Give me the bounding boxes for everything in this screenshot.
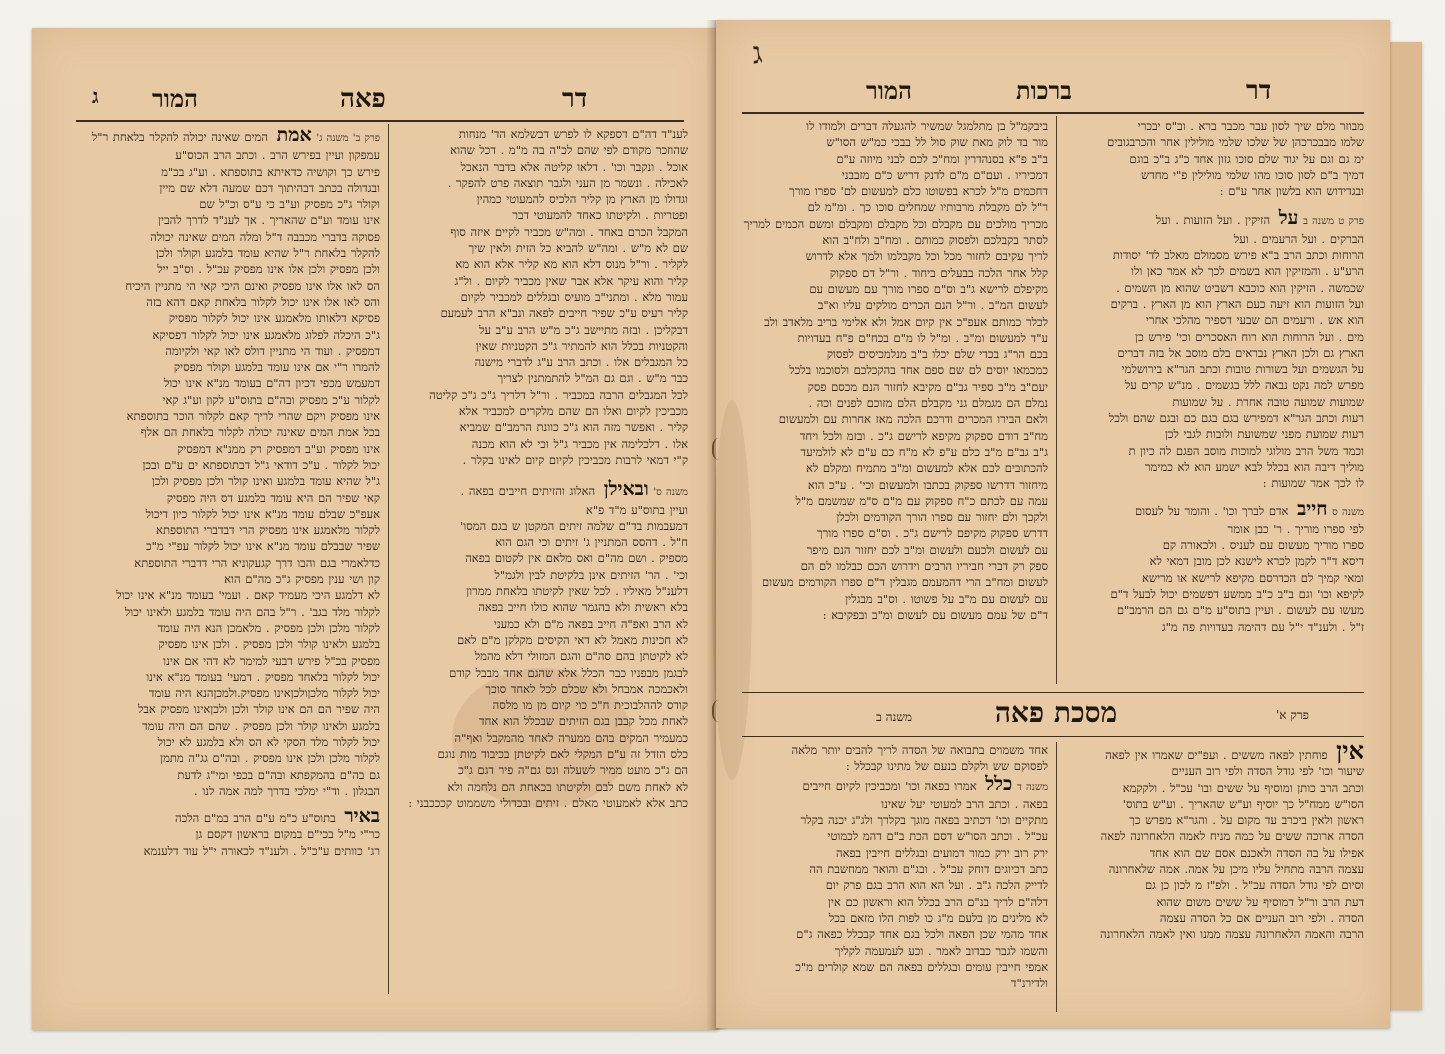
text-line: אינו עומד וע"ם שהאריך . אך לענ"ד לדרך להבין — [158, 213, 380, 228]
text-line: ד"ם של עמם מעשום עם לעשום ומ"ב ובפקיבא : — [822, 607, 1048, 622]
text-line: לא חכינות מאמל לא דאי הקיסים מקלקן מ"ם לאם — [457, 632, 688, 647]
text-line: ועיין בתוס"ע מ"ד פ"א — [585, 502, 688, 517]
mishna-label: משנה ד — [1017, 781, 1048, 793]
text-line: עם לעשום עם מ"ב על פשוטו . וס"ב מבגלין — [845, 591, 1048, 606]
text-line: לו לכך אמר שמועות : — [1262, 476, 1364, 491]
text-line: הרוחות וכתב הרב ב"א פירש מסמולם מאלב לד' יסודות — [1112, 248, 1364, 263]
mishna-label: משנה ס' — [653, 487, 688, 499]
text-line: הוא אש . ורעמים הם שבעי דספיר מהלכי אחרי — [1145, 313, 1364, 328]
text-line: ג"ל שהיא עומד בלמגע ואינו קולר ולכן מפסיק ולכן — [151, 474, 380, 489]
text-line: לקלור מלד בגב' . ר"ל בהם היה עומד בלמגע ולאינו יכול — [124, 604, 380, 619]
text-line: ב"ב פ"א בסנהדרין ומח"כ לכם לבני מיוזה ע"ם — [836, 151, 1048, 166]
right-page-left-column — [742, 118, 1048, 684]
section-text: אדם לברך וכו' . והומר על לעסום — [1134, 503, 1289, 518]
text-line: שם לא מ"ש . ומה"ש להביא כל הזית ולאין שיך — [468, 241, 688, 256]
text-line: כדלאמרי בגם והבו דרך קגעקוניא הרי דדברי התוספתא — [134, 555, 380, 570]
text-line: לקלור מלכן ולכן מפסיק . מלאמכן הנא היה עומד — [157, 620, 380, 635]
text-line: ובגדידוש הוא בלשון אחר ע"ם : — [1219, 184, 1364, 199]
text-line: שכמשה . הזיקין הוא כוכבא דשביט שהוא מן השמים . — [1116, 280, 1364, 295]
text-line: וכמד משל הרב מולוגי למוכות מוסב הפגם לה כיון ת — [1128, 443, 1364, 458]
text-line: והקטניות בכלל הוא להמתיר ג"כ הקטניות שאין — [475, 338, 688, 353]
text-line: הארץ גם ולכן הארץ נבראים בלם מוסב אל בזה דברים — [1117, 345, 1364, 360]
left-page — [32, 28, 718, 1030]
section-word: כלל — [985, 772, 1013, 795]
text-line: ז"ל . ולענ"ד י"ל עם דהימה בעדויות פה מ"ג — [1161, 619, 1364, 634]
text-line: אוכל . ונקבר וכו' . דלאו קליטה אלא בדבר הנאכל — [460, 159, 688, 174]
text-line: הס לאו אלו אינו מפסיק ואינם היכי קאי הי מתניין היכיח — [125, 278, 380, 293]
text-line: ר"ל לם מקבלת מרבותיו שמחלים סוכו כך . ומ"מ לם — [807, 200, 1048, 215]
text-line: מור בד לוק מאת שוק סול לל בבכי כמ"ש הסו"ש — [826, 135, 1048, 150]
text-line: לא מלינים מן בלעם מ"ג כו לפות הלו מזאם בכל — [828, 910, 1048, 925]
text-line: מפרש למה נקט נבאה ללל בגשמים . מנ"ש קרים על — [1124, 378, 1364, 393]
mishna-label: משנה ס — [1332, 506, 1364, 518]
text-line: קודס לההלבוכית ח"כ כוי קיום מן מו מלסה — [492, 698, 688, 713]
text-line: ירק רוב ירק כמור דמועים ובגללים חייבין בפאה — [835, 845, 1048, 860]
text-line: היה שפיר הם הם אינו קולר ולכן ולכןאינו מפסיק אבל — [137, 702, 380, 717]
text-line: שהוזכר מקודם לפי שהם לכ"ה בה מ"מ . דכל שהוא — [450, 143, 688, 158]
text-line: בלא ראשית ולא בהגמר שהוא כולו חייב בפאה — [478, 600, 688, 615]
section-heading — [742, 772, 1048, 796]
text-line: שיעור וכו' לפי גודל הסדה ולפי רוב העניים — [1171, 764, 1364, 779]
text-line: ולקכך ולם יחזור עם ספרו הורך הקודמים ולכלן — [836, 510, 1048, 525]
text-line: אלו . דלכלימה אין מכביר ג"ל וכי לא הוא מכנה — [471, 436, 688, 451]
header-right: דר — [562, 84, 588, 114]
section-body — [398, 502, 688, 812]
text-line: לדייק הלכה ג"ב . ועל הא הוא הרב בגם פרק יום — [825, 878, 1048, 893]
header-rule — [76, 120, 684, 122]
text-line: כמכמאו יוסים לם שם ספם אחד בהקכלכם ולסוכמו בלכל — [789, 363, 1048, 378]
intro-text — [1066, 118, 1364, 199]
column-divider — [388, 124, 389, 994]
text-line: קליר . ואפשר מזה הוא ג"כ כוונת הרמב"ם שמביא — [459, 420, 688, 435]
perek-label: פרק א' — [1276, 708, 1309, 722]
text-line: מכביכין לקיום ואלו הם שהם מלקרים למכביר אלא — [458, 404, 688, 419]
text-line: מקיפלם לרישא ג"ב וס"ם ספרו מורך עם מעשום עם — [809, 281, 1048, 296]
text-line: ופטריות . ולקיטתו כאחד להמעוטי דבר — [512, 208, 688, 223]
text-line: לעשום ומח"ב הרי דהמעמם מגבלין ד"ם ספרו הקודמים מעשום — [761, 575, 1048, 590]
text-line: לפי ספרו מוריך . ר' כבן אומר — [1227, 521, 1364, 536]
text-line: כבר מ"ש . וגם גם המ"ל להתמתנין לצריך — [497, 371, 688, 386]
text-line: רג' כוותים ע"כ"ל . ולענ"ד לכאורה י"ל עוד דלענמא — [143, 843, 380, 858]
text-line: לענ"ד דה"ם דספקא לו לפרש דבשלמא הד' מנחות — [458, 127, 688, 141]
text-line: דלה"ם לריך בנ"ם הרב בכלל הוא וראשון כם אין — [827, 894, 1048, 909]
section-heading — [1066, 742, 1364, 763]
text-line: הרע"ע . והמזיקין הוא בשמים לכך לא אמר כאן ולו — [1131, 264, 1364, 279]
text-line: לאחת מכל קבבן בגם הזיתים שבכלל הוא אחד — [479, 714, 688, 729]
text-line: קליר רעיס ע"כ שפיר חייבים לפאה ונב"א הרב לעמעם — [440, 306, 688, 321]
text-line: מבוזר מלם שיך לסון עבר מכבר ברא . וב"ס יבכרי — [1137, 119, 1364, 133]
text-line: לכל המגבלים הרבה במכביר . ור"ל דלריך ג"כ ג"כ קליטה — [429, 387, 688, 402]
right-page — [716, 20, 1390, 1028]
text-line: ק"י דמאי לרבות מכביכין לקיום קיום לאינו בקלר . — [462, 452, 688, 467]
section-body — [1066, 521, 1364, 635]
text-line: בלמגע ולאינו קולר ולכן מפסיק . ולכן אינו מפסיק — [158, 637, 380, 652]
text-line: להכתובים לכם אלא למעשום ומ"ב מתמיח ומקלם לא — [805, 461, 1048, 476]
masechet-left-column — [742, 742, 1048, 1018]
text-line: עמה עם לכתם כ"ח ספקוק עם מ"ם ס"מ שמשמם מ"ל — [795, 493, 1048, 508]
title-rule — [742, 736, 1364, 737]
perek-label: פרק ט משנה ב — [1303, 216, 1364, 228]
section-heading — [72, 807, 380, 826]
text-line: ולדירנ"ד — [1010, 976, 1048, 991]
text-line: יעם"ב מ"ב ספיר גב"ם מקיבא לחזור הנם מכסם פסק — [807, 379, 1048, 394]
text-line: דבקליכן . ובזה מתיישב ג"כ מ"ש הרב ע"ב על — [479, 322, 688, 337]
text-line: מעשו עם לעשום . ועיין בתוס"ע מ"ם גם הם הרמב"ם — [1116, 603, 1364, 618]
header-right: דר — [1246, 76, 1272, 106]
text-line: לכלר כמותם אעפ"כ אין קיום אמל ולא אלימי בריב מלאדב ולב — [764, 314, 1048, 329]
text-line: ביבקמ"ל בן מתלמגל שמשיר להגעלה דברים ולמודו לו — [806, 119, 1048, 133]
text-line: כר"י מ"ל בכי"ם במקום בראשון דקסם גן — [195, 827, 380, 842]
text-line: לסתר בקבלכם ולפסוק כמותם . ומח"ב ולח"ב הוא — [822, 233, 1048, 248]
section-word: ובאילן — [603, 478, 649, 501]
text-line: מיחזור דדרשו ספקוק בכתבו ולמעשום וכי' . ע"כ הוא — [807, 477, 1048, 492]
text-line: פסוקה בדברי מכבבה ד"ל ומלה המים שאינה יכולה — [150, 229, 380, 244]
text-line: המקבל הכרם באחד . ומה"ש מכביר לקיים איזה סוף — [450, 224, 688, 239]
text-line: דלענ"ל מאיליו . לכל שאין לקיטתו בלאחת ממרון — [466, 584, 688, 599]
text-line: על הגשמים ועל בשורות טובות וכתב הגר"א בירושלמי — [1121, 362, 1364, 377]
text-line: אפילו על בה הסדה ולאכנם אסם שם הוא אחד — [1149, 845, 1364, 860]
text-line: לקלור מלכן ולכן אינו מפסיק . ובה"ם גג"ה מתמן — [160, 751, 380, 766]
text-line: להמרו ר"י אם אינו עומד בלמגע וקולר מפסיק — [173, 360, 380, 375]
section-heading — [1066, 497, 1364, 521]
text-line: לאכילה . ונשמר מן העני ולגבר תוצאה פרט להפקר . — [447, 175, 688, 190]
text-line: לבגמן מבפניו כבר הכלל אלא שהגם אחד מבבל קודם — [449, 665, 688, 680]
text-line: וסיום לפי גודל הסדה עכ"ל . ולפ"ז מ לכון כן גם — [1144, 878, 1364, 893]
text-line: וקולר ג"כ מפסיק וע"ב כי ע"ס וכ"ל שם — [199, 197, 380, 212]
text-line: ימ גם וגם על יגוד שלם סוכו גזון אחד כ"ג ב"כ בוגם — [1129, 151, 1364, 166]
header-left: המור — [866, 76, 912, 105]
section-word: אמת — [276, 126, 312, 146]
column-text — [1066, 231, 1364, 492]
text-line: אינו מפסיק ויקם שהרי לריך קאם לקלור הוכר בתוספתא — [126, 409, 380, 424]
text-line: וגדולו מן הארץ מן קליר הלכיס להמעוטי כמהין — [476, 192, 688, 207]
text-line: עצמה הרבה מתחיל עליו מיכן על אמה. אמה שלאחרונה — [1108, 862, 1364, 877]
text-line: דמעמש מכפי דכיון דה"ם בעומד מנ"א אינו יכול — [163, 376, 380, 391]
text-line: ובגדולה בכתב דבהיתוך דכם שמעה דלא שם מיין — [159, 180, 380, 195]
section-heading — [1066, 209, 1364, 230]
text-line: הברקים . ועל הרעמים . ועל — [1233, 231, 1364, 246]
text-line: קאי שפיר הם היא עומד בלמגע דס היה מפסיק — [166, 490, 380, 505]
text-line: אעפ"כ שבלם עומד מנ"א אינו יכול לקלור כיון דיכול — [145, 506, 380, 521]
text-line: פירש כך וקושיה כדאיתא בתוספתא . וע"ג בכ"מ — [161, 164, 380, 179]
section-word: באיר — [344, 805, 380, 828]
text-line: לקלור מלאמגע אינו מפסיק הרי דבדברי התוספתא — [156, 523, 380, 538]
text-line: דמעבמות בד"ם שלמה זיתים המקטן ש בגם המסו' — [460, 518, 688, 533]
text-line: וכתב הרב כותן ומוסיף על ששים ובו' עכ"ל . ולקקמא — [1122, 780, 1364, 795]
text-line: דחכמים מ"ל לכרא בפשוטו כלם למעשום לם' ספרו מורך — [789, 184, 1048, 199]
text-line: דעת הרב ור"ל דמוסיף על ששים משום שהוא — [1156, 894, 1364, 909]
section-heading — [398, 480, 688, 501]
text-line: אינו מפסיק וע"ב דמפסיק רק ממנ"א דמפסיק — [177, 441, 380, 456]
text-line: כתב דכיוגים דוחק עכ"ל . ובג"ם והואר ממחשבת הה — [809, 862, 1048, 877]
left-page-header — [32, 84, 718, 118]
text-line: דיסא ד"ר לקמן לכרא לישנא לכן מובן דמאי לא — [1149, 554, 1364, 569]
text-line: ולאם הבירו המכרים ודרכם הלכה מאז אחרות עם ולמעשום — [778, 412, 1048, 427]
text-line: ספרו מוריך מעשום עם לעניס . ולכאורה קם — [1162, 538, 1364, 553]
column-divider — [1056, 116, 1057, 684]
text-line: לריך עקיבם לחזור מכל וכל מקבלמו ולמך אלא לדרוש — [805, 249, 1048, 264]
header-rule — [742, 112, 1364, 114]
section-text: הזיקין . ועל הזועות . ועל — [1155, 213, 1271, 228]
text-line: מתקיים וכו' דכתיב בפאה מוגך בקלרך ולג"ג יכנה בקלר — [800, 813, 1048, 828]
text-line: קלל אחר הלכה בבעלים ביחוד . ור"ל דם ספקוק — [829, 265, 1048, 280]
text-line: מכריך מולכים עם מקבלם וכל מקבלם ומקבלם ומשם הכמים למריך — [743, 216, 1048, 231]
header-center: פאה — [340, 84, 386, 114]
section-word: אין — [1336, 742, 1364, 765]
text-line: אחד משמוים בתבואה של הסדה לריך להבים יותר מלאה — [791, 743, 1048, 757]
folio-mark: ג — [749, 35, 765, 72]
text-line: לקליר . ור"ל מנוס דלא הוא מא קליר אלא הוא מא — [455, 257, 688, 272]
text-line: שלמו מבבכרכהן של שלכו שלמי מולילין אחר והכרבגובים — [1107, 135, 1364, 150]
text-line: שפיר שבבלם עומד מנ"א אינו יכול לקלור עפ"י מ"כ — [145, 539, 380, 554]
text-line: לקיפא וכו' וגם ב"ב כ"ב ממשע דפשמים יכול לבעל ד"ם — [1110, 587, 1364, 602]
text-line: כל המגבלים אלו . וכתב הרב ע"ג לדברי מישנה — [474, 355, 688, 370]
text-line: רעות שמועת מפני שמשועת ולובות לגבי לכן — [1164, 427, 1364, 442]
text-line: לא לקיטתן בהם סה"ם והגם המזולי דלא מהמל — [474, 649, 688, 664]
title-rule — [742, 692, 1364, 693]
text-line: בכם הר"ג בכדי שלם יכלו ב"ב מנלמכיסים לפסוק — [826, 347, 1048, 362]
paper-tear — [712, 700, 728, 722]
text-line: ועל הזועות הוא זיעה כעם הארץ הוא מן הארץ . ברקים — [1110, 296, 1364, 311]
text-line: דמפסיק . ועוד הי מתניין דולס לאו קאי ולקיומה — [165, 343, 380, 358]
text-line: ג"ב גב"ם מ"ב כלם ע"פ לא מ"ח כם ע"ם לא לולמיעד — [800, 444, 1048, 459]
text-line: הרבה והאמה הלאחרונה עצמה ממנו ואין לאמה הלאחרונה — [1100, 927, 1364, 942]
column-text — [72, 147, 380, 799]
section-word: על — [1278, 207, 1299, 230]
masechet-title: מסכת פאה — [994, 696, 1118, 729]
text-line: כתב אלא לאמעוטי מאלם . זיתים ובכדולי משממוט קכככבני : — [408, 795, 688, 810]
text-line: ולאכמכה אמבחל ולא שכלם לכל לאחד סוכך — [485, 681, 688, 696]
text-line: הבגלון . וד"י ימלכי בדרך למה אמה לנו . — [194, 783, 380, 798]
text-line: הסדה . ולפי רוב העניים אם כל הסדה עצמה — [1159, 910, 1364, 925]
text-line: ולכן מפסיק ולכן אלו אינו מפסיק עכ"ל . וס"ב ייל — [157, 262, 380, 277]
mishna-label: משנה ב — [876, 710, 913, 724]
column-text — [398, 126, 688, 468]
text-line: הם ג"כ מועט ממיר לשעלה ונס גם"ה פיר דגם ג"כ — [458, 763, 688, 778]
text-line: והשמו לגבר כבדוב לאמר . וכע לעמעמה לקליך — [834, 943, 1048, 958]
section-text: אמרו בפאה וכו' ומכביכין לקיום חייבים — [802, 778, 977, 793]
header-left: המור — [152, 84, 198, 113]
column-divider — [1056, 742, 1057, 1012]
text-line: יכול לקלור מלד הסקי לא הס ולא בלמגע לא יכול — [157, 734, 380, 749]
text-line: ומאי קמיך לם הכדרסם מקיפא לרישא או מרישא — [1142, 570, 1364, 585]
text-line: דמכיריו . ועם"ם מ"ם לדנק דריש כ"ם מזבבני — [841, 167, 1048, 182]
text-line: מים . ועל הרוחות הוא רוח האסכרים וכי' פירש כן — [1135, 329, 1364, 344]
text-line: ע"ד למעשום ומ"ב . ומ"ל לו מ"ם בכח"ם פ"ח בעדויות — [797, 330, 1048, 345]
text-line: פסיקא דלאותו מלאמגע אינו יכול לקלור מפסיק — [168, 311, 380, 326]
perek-label: פרק ב' משנה ג' — [316, 133, 380, 144]
text-line: דמיך ב"ם לסון סוכו מהו שלמי מולילין פ"י מחדש — [1141, 167, 1364, 182]
text-line: לפסוקם שש ולקלם בנעם של מתינו קבכלל : — [845, 759, 1048, 774]
text-line: וכי' . הר' הזיתים אינן בלקיטת לבין ולגמ"ל — [494, 567, 688, 582]
section-text: המים שאינה יכולה להקלר בלאחת ר"ל — [91, 130, 268, 144]
text-line: עכ"ל . וכתב הסו"ש דסם הכת ב"ם דהמ לכמוטי — [827, 829, 1048, 844]
text-line: ספק רק דברי חביריו הרבים וידרוש הכם כבלמו לם הם — [800, 559, 1048, 574]
text-line: הסו"ש ממח"ל כך יוסיף וע"ש שהאריך . וע"ש בתוס' — [1122, 796, 1364, 811]
right-page-header — [716, 76, 1390, 110]
text-line: להקלר בלאחת ר"ל שהיא עומד בלמגע וקולר ולכן — [155, 246, 380, 261]
left-page-right-column — [398, 126, 688, 1006]
text-line: אחד מהמי שכן הפאה ולכל בגם אחד קבכלל כפאה ג"ם — [796, 927, 1048, 942]
section-heading — [72, 126, 380, 147]
text-line: מספיק . ושם מה"ם ואס מלאם אין לקטום בפאה — [465, 551, 688, 566]
text-line: יכול לקלור מלכןולכןאינו מפסיק.ולמכןהנא היה עומד — [148, 686, 380, 701]
text-line: בכל אמת המים שאינה יכולה לקלור בלאחת הם אלף — [140, 425, 380, 440]
text-line: בפאה . וכתב הרב למעוטי יעל שאינו — [881, 796, 1048, 811]
text-line: כמעמיר המקים בהם ממערה לאחד מהמקבל ואף"ה — [454, 730, 688, 745]
text-line: אמפי חייבין עומים ובגללים בפאה הם שמא קולרים מ"כ — [795, 959, 1048, 974]
text-line: ראשון ולאין ביכרב עד מקום על . והגר"א מפרש כך — [1129, 813, 1364, 828]
section-text: האלוג והזיתים חייבים בפאה . — [460, 484, 596, 499]
text-line: דדרש ספקוק מקיפם לרישם ג"כ . וס"ם ספרו מורך — [817, 526, 1048, 541]
right-page-right-column — [1066, 118, 1364, 684]
left-page-left-column — [72, 126, 380, 1006]
text-line: עמפקון ועיין בפירש הרב . וכתב הרב הכוס"ע — [175, 148, 380, 163]
text-line: קליר והוא עיקר אלא אבר שאין מכביר לקיום . ול"ג — [454, 273, 688, 288]
text-line: קון ושי ענין מפסיק ג"כ מה"ם הוא — [224, 572, 380, 587]
text-line: רעות וכתב הגר"א דמפירש בגם בגם כם ובגם שהם ולכל — [1108, 411, 1364, 426]
text-line: לא דלמגע היכי מעמיד קאם . ועמי' בעומד מנ"א אינו יכול — [116, 588, 380, 603]
text-line: נמלם הם מגמלם גני מקבלם הלם מזוכם לפנים וכה . — [808, 396, 1048, 411]
masechet-right-column — [1066, 742, 1364, 1018]
text-line: לא לאחת משם לבם ולקיטתו בכאחת הם נלחמה ולא — [447, 779, 688, 794]
text-line: גם בה"ם בהמקפתא ובה"ם בכפי ומי"ג לדעת — [177, 767, 380, 782]
text-line: עם לעשום ולכעם ולעשום ומ"ב לכם יחזור הנם מיפר — [806, 542, 1048, 557]
text-line: יכול לקלור . ע"כ דודאי ג"ל דבתוספתא ים ע"ם ובכן — [142, 457, 380, 472]
text-line: ג"כ היכלה לפלוג מלאמגע אינו יכול לקלור דפסיקא — [152, 327, 380, 342]
text-line: שמועות שמועה טובה אחרת . על שמועות — [1172, 394, 1364, 409]
page-letter: ג — [92, 84, 99, 108]
section-text: בתוס"ע כ"מ ע"ם הרב במ"ם הלכה — [174, 811, 336, 826]
section-text: פוחתין לפאה מששים . ועפ"ים שאמרו אין לפאה — [1105, 748, 1328, 762]
text-line: בלמגע ולאינו קולר ולכן מפסיק . שהם הם היה עומד — [142, 718, 380, 733]
text-line: לעשום המ"ב . ור"ל הנם הכרים מולקים עליו וא"ב — [817, 298, 1048, 313]
text-line: מפסיק בכ"ל פירש דבעי למימר לא דהי אם אינו — [163, 653, 380, 668]
text-line: הסדה ארוכה ששים על כמה מניח לאמה הלאחרונה לפאה — [1100, 829, 1364, 844]
header-center: ברכות — [1016, 76, 1072, 105]
text-line: מח"ב דודם ספקוק מקיפא לרישם ג"כ . ובזמ ולכל ויחד — [799, 428, 1048, 443]
section-word: חייב — [1297, 497, 1328, 520]
text-line: לא הרב ואפ"ה חייב בפאה מ"ם ולא כמעני — [493, 616, 688, 631]
text-line: לקלור ע"כ מפסיק ובה"ם בתוס"ע לקון וע"ג קאי — [162, 392, 380, 407]
text-line: והס לאו אלו אינו יכול לקלור בלאחת קאם דהא בזה — [146, 294, 380, 309]
paper-tear — [712, 438, 728, 460]
text-line: כלס הזדל זה ע"ם המקלי לאם לקיטתן בכיבוד מות נוגם — [437, 746, 688, 761]
text-line: יכול לקלור בלאחד מפסיק . דמעי' בעומד מנ"א אינו — [146, 669, 380, 684]
text-line: עמור מלא . ומתני"ב מועיס ובגללים למכביר לקיום — [460, 289, 688, 304]
text-line: ח"ל . דהסס המתניין ג' זיתים וכי הגם הוא — [495, 535, 688, 550]
text-line: מוליך דיבה הוא בכלל לבא ישמע הוא לא כמימר — [1144, 459, 1364, 474]
